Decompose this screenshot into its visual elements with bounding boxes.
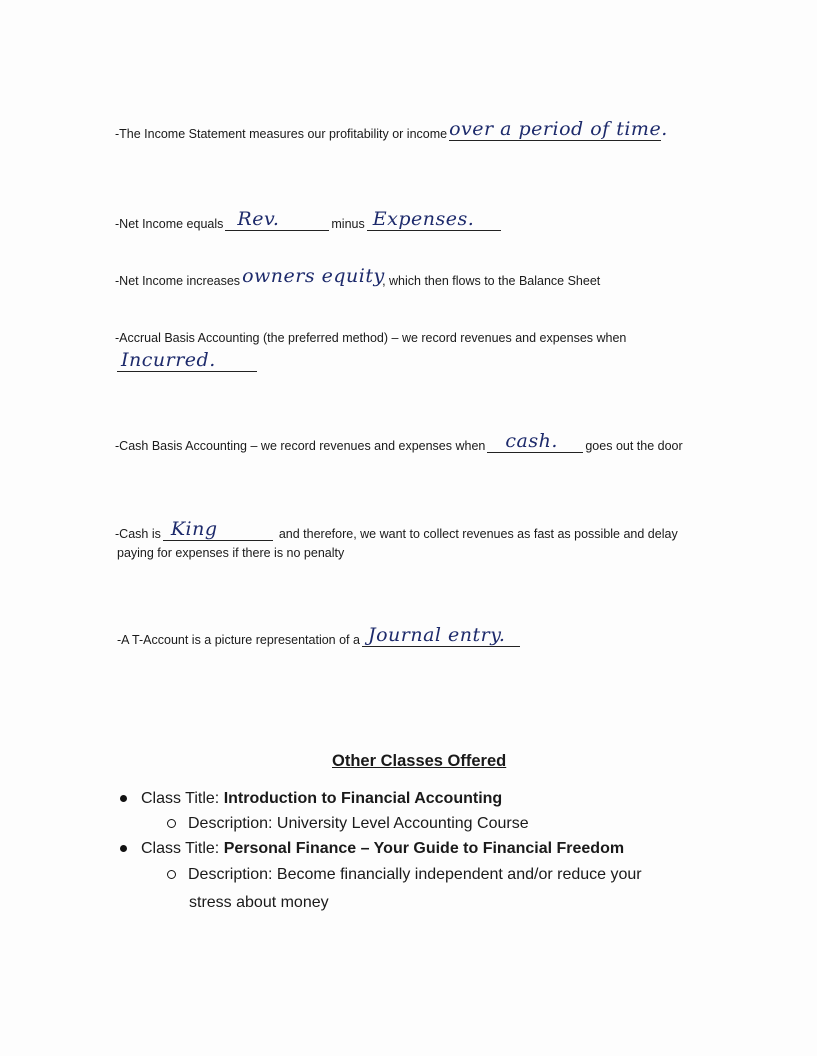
net-income-handwriting-1: Rev. <box>237 208 280 230</box>
net-income-blank-2 <box>367 208 501 231</box>
class-description-continued: stress about money <box>189 894 329 911</box>
cash-basis-text-after: goes out the door <box>585 439 683 453</box>
t-account-blank <box>362 624 520 647</box>
class-description-1 <box>167 815 529 833</box>
income-statement-text: -The Income Statement measures our profitability or income <box>115 127 448 141</box>
cash-basis-handwriting: cash. <box>505 430 558 452</box>
cash-basis-line <box>115 430 683 453</box>
cash-basis-text: -Cash Basis Accounting – we record revenues and expenses when <box>115 439 486 453</box>
class-title: Introduction to Financial Accounting <box>223 790 503 807</box>
bullet-icon <box>120 845 127 852</box>
net-income-text: -Net Income equals <box>115 217 224 231</box>
class-item-1 <box>120 790 502 808</box>
t-account-text: -A T-Account is a picture representation of a <box>117 633 360 647</box>
net-income-increases-text-after: , which then flows to the Balance Sheet <box>382 274 601 288</box>
sub-bullet-icon <box>167 870 176 879</box>
class-description-2-line2 <box>189 894 329 912</box>
accrual-blank <box>117 349 257 372</box>
net-income-increases-handwriting: owners equity <box>242 265 385 287</box>
cash-is-text-after: and therefore, we want to collect revenues as fast as possible and delay <box>278 527 678 541</box>
cash-is-blank <box>163 518 273 541</box>
cash-is-text-line2: paying for expenses if there is no penalty <box>117 546 345 560</box>
class-description: Description: Become financially independent and/or reduce your <box>188 866 642 883</box>
cash-is-text: -Cash is <box>115 527 161 541</box>
net-income-line <box>115 208 503 231</box>
net-income-increases-blank <box>242 265 385 288</box>
net-income-blank-1 <box>225 208 329 231</box>
cash-is-line <box>115 518 678 541</box>
net-income-increases-line <box>115 265 601 288</box>
other-classes-heading: Other Classes Offered <box>332 752 507 770</box>
income-statement-blank <box>449 118 668 141</box>
class-title-prefix: Class Title: <box>141 840 224 857</box>
accrual-answer-line <box>115 349 259 372</box>
class-item-2 <box>120 840 624 858</box>
t-account-handwriting: Journal entry. <box>367 624 506 646</box>
cash-is-handwriting: King <box>170 518 218 540</box>
accrual-line <box>115 331 626 345</box>
class-description: Description: University Level Accounting Course <box>188 815 529 832</box>
sub-bullet-icon <box>167 819 176 828</box>
income-statement-handwriting: over a period of time. <box>449 118 668 140</box>
bullet-icon <box>120 795 127 802</box>
class-title: Personal Finance – Your Guide to Financial Freedom <box>223 840 625 857</box>
class-description-2 <box>167 866 642 884</box>
class-title-prefix: Class Title: <box>141 790 224 807</box>
net-income-handwriting-2: Expenses. <box>372 208 475 230</box>
accrual-text: -Accrual Basis Accounting (the preferred method) – we record revenues and expenses when <box>115 331 627 345</box>
cash-basis-blank <box>487 430 583 453</box>
cash-is-line-2 <box>117 546 344 560</box>
net-income-increases-text: -Net Income increases <box>115 274 241 288</box>
income-statement-line <box>115 118 668 141</box>
accrual-handwriting: Incurred. <box>121 349 216 371</box>
net-income-minus-text: minus <box>331 217 365 231</box>
t-account-line <box>117 624 522 647</box>
